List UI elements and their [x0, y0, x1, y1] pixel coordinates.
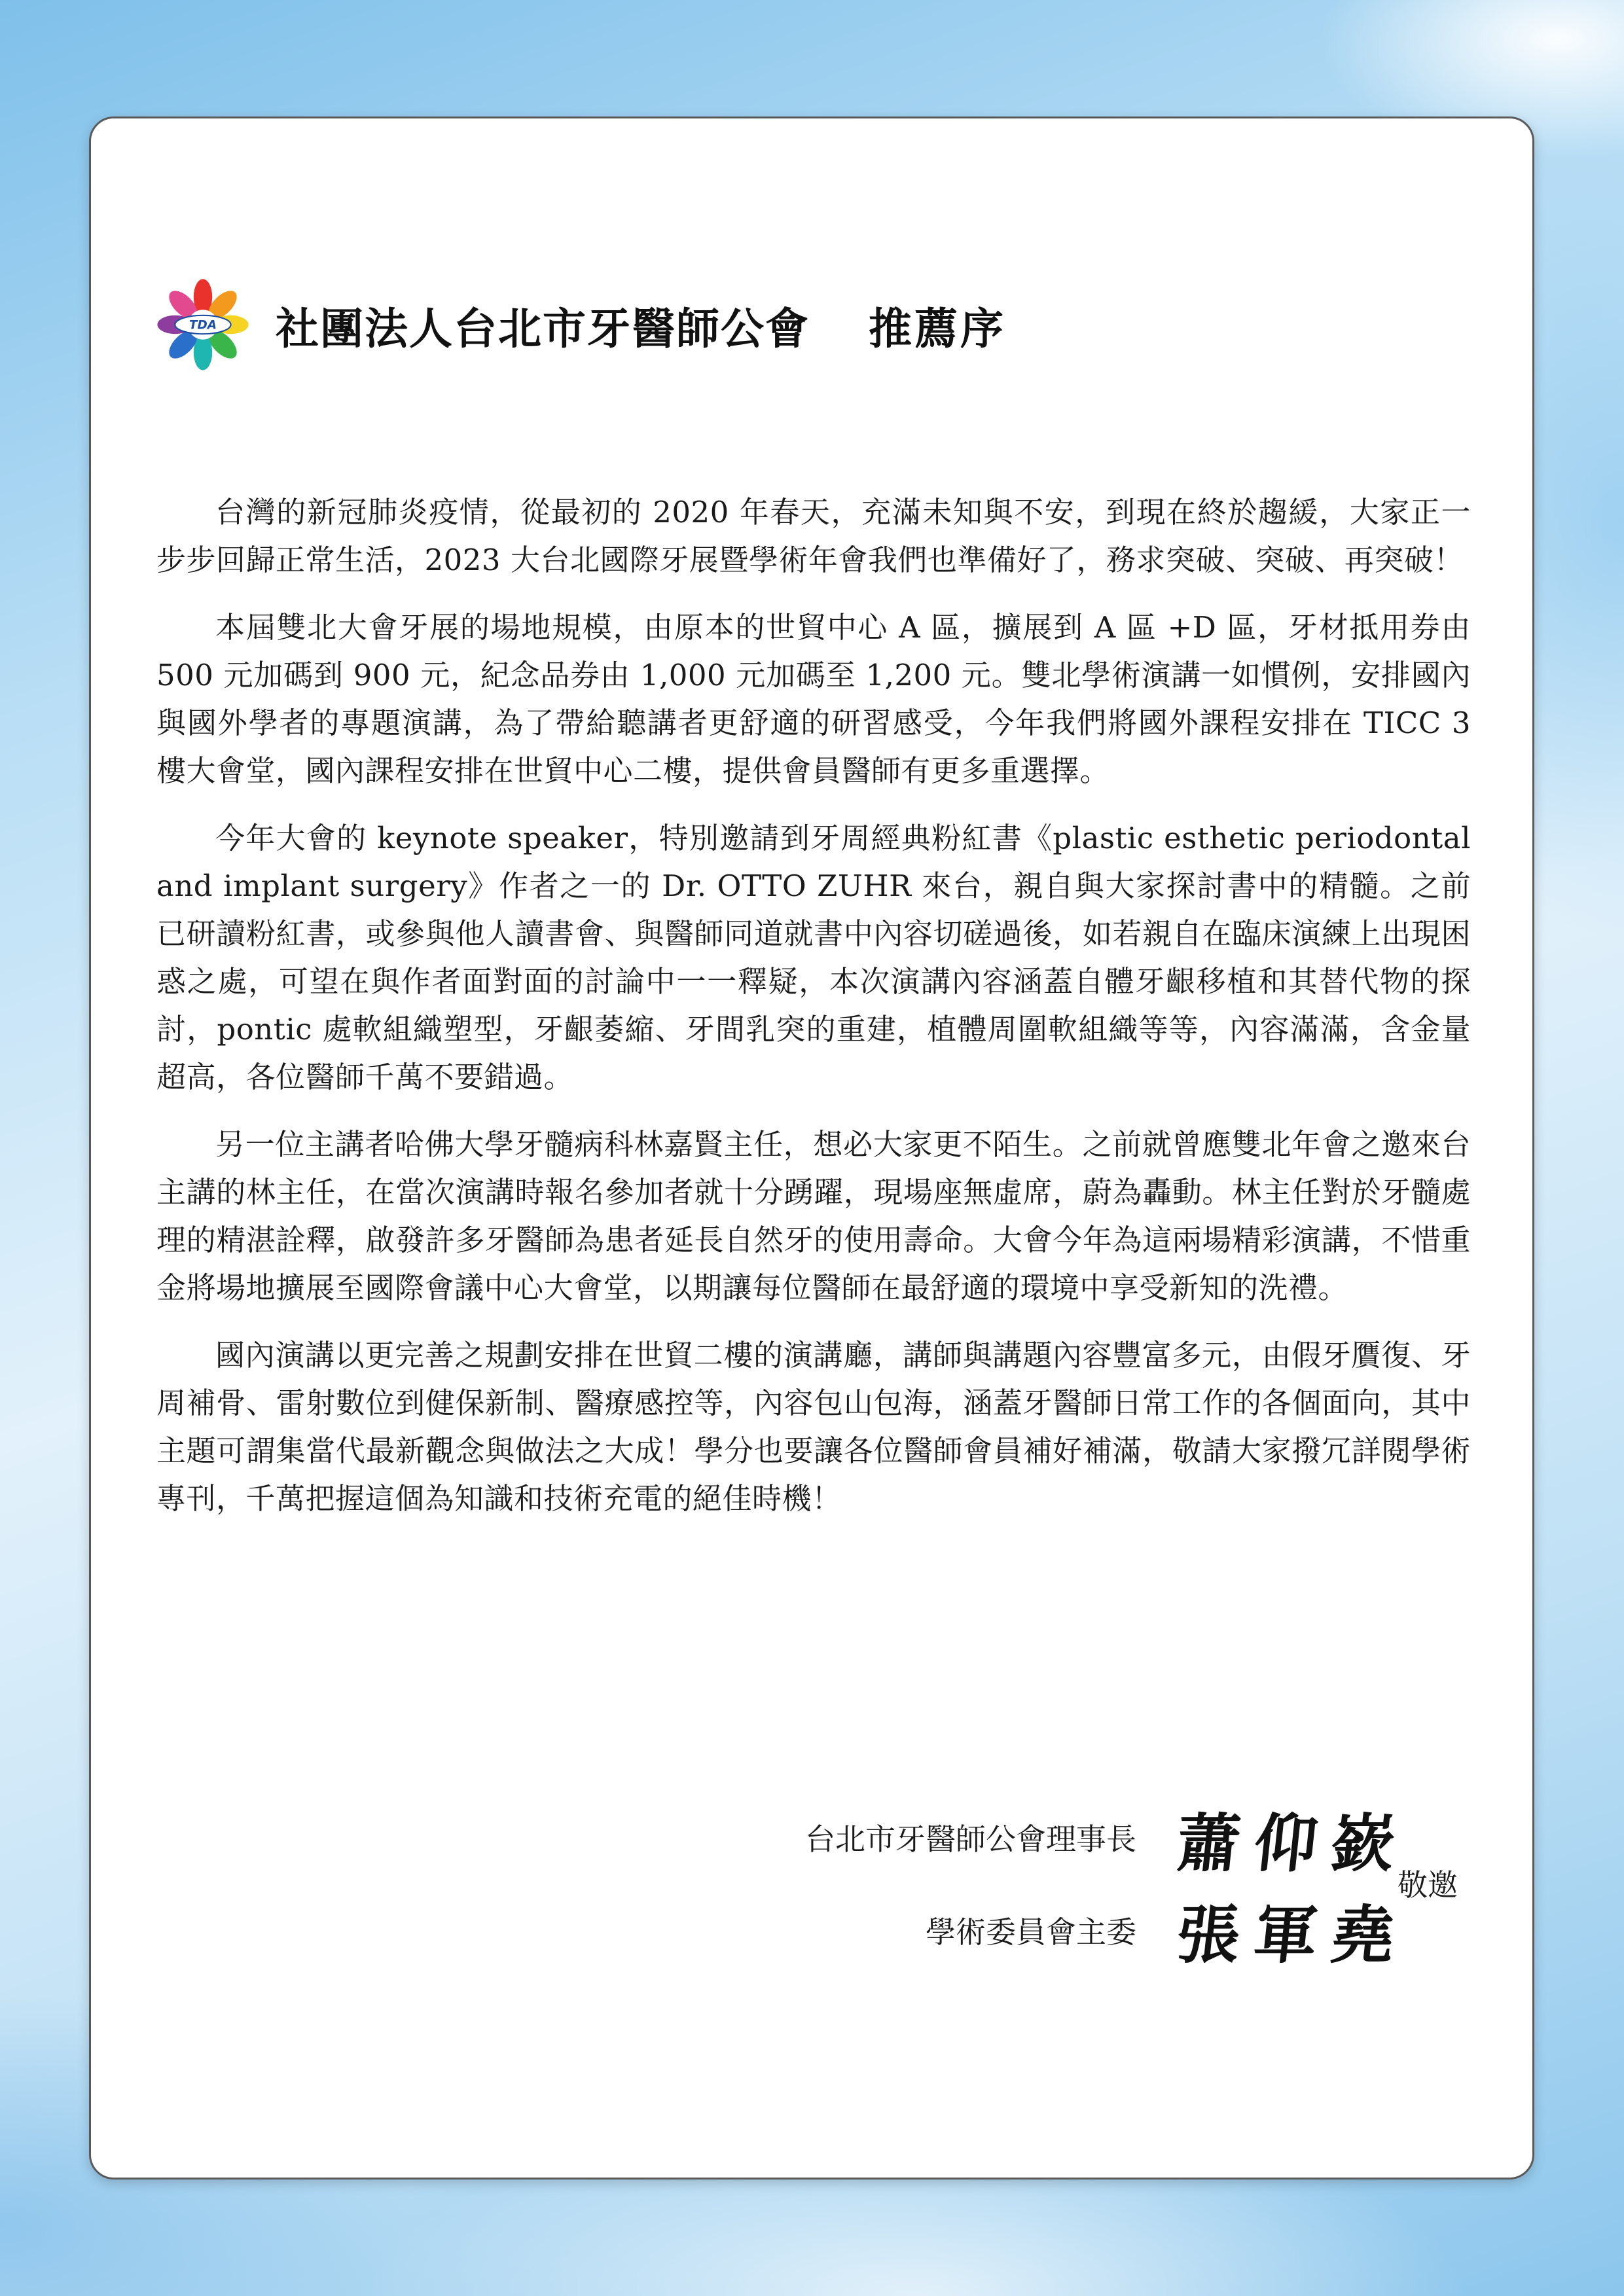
- signature-block: [91, 1794, 1532, 1972]
- paragraph-5: 國內演講以更完善之規劃安排在世貿二樓的演講廳，講師與講題內容豐富多元，由假牙贋復、牙周補骨、雷射數位到健保新制、醫療感控等，內容包山包海，涵蓋牙醫師日常工作的各個面向，其中主題可謂集當代最新觀念與做法之大成！學分也要讓各位醫師會員補好補滿，敬請大家撥冗詳閱學術專刊，千萬把握這個為知識和技術充電的絕佳時機！: [156, 1338, 1471, 1516]
- paragraph-4: 另一位主講者哈佛大學牙髓病科林嘉賢主任，想必大家更不陌生。之前就曾應雙北年會之邀來台主講的林主任，在當次演講時報名參加者就十分踴躍，現場座無虛席，蔚為轟動。林主任對於牙髓處理的精湛詮釋，啟發許多牙醫師為患者延長自然牙的使用壽命。大會今年為這兩場精彩演講，不惜重金將場地擴展至國際會議中心大會堂，以期讓每位醫師在最舒適的環境中享受新知的洗禮。: [156, 1127, 1471, 1305]
- signer-2-title: 學術委員會主委: [926, 1914, 1136, 1950]
- signer-1-signature: 蕭仰嶔: [1173, 1806, 1413, 1880]
- document-title: 推薦序: [869, 303, 1006, 354]
- signer-1-title: 台北市牙醫師公會理事長: [805, 1821, 1136, 1857]
- closing-respectfully-invite: 敬邀: [1398, 1867, 1458, 1903]
- signer-2-signature: 張軍堯: [1173, 1898, 1413, 1972]
- logo-lettering: TDA: [189, 318, 217, 332]
- paragraph-3: 今年大會的 keynote speaker，特別邀請到牙周經典粉紅書《plastic esthetic periodontal and implant surgery》作者之一的 Dr. OTTO ZUHR 來台，親自與大家探討書中的精髓。之前已研讀粉紅書，或參與他人讀書會、與醫師同道就書中內容切磋過後，如若親自在臨床演練上出現困惑之處，可望在與作者面對面的討論中一一釋疑，本次演講內容涵蓋自體牙齦移植和其替代物的探討，pontic 處軟組織塑型，牙齦萎縮、牙間乳突的重建，植體周圍軟組織等等，內容滿滿，含金量超高，各位醫師千萬不要錯過。: [156, 821, 1471, 1094]
- paragraph-1: 台灣的新冠肺炎疫情，從最初的 2020 年春天，充滿未知與不安，到現在終於趨緩，大家正一步步回歸正常生活，2023 大台北國際牙展暨學術年會我們也準備好了，務求突破、突破、再突破！: [156, 495, 1471, 577]
- paragraph-2: 本屆雙北大會牙展的場地規模，由原本的世貿中心 A 區，擴展到 A 區 +D 區，牙材抵用券由 500 元加碼到 900 元，紀念品券由 1,000 元加碼至 1,200 元。雙北學術演講一如慣例，安排國內與國外學者的專題演講，為了帶給聽講者更舒適的研習感受，今年我們將國外課程安排在 TICC 3 樓大會堂，國內課程安排在世貿中心二樓，提供會員醫師有更多重選擇。: [156, 610, 1471, 788]
- organization-name: 社團法人台北市牙醫師公會: [276, 303, 810, 354]
- body-text: [156, 488, 1471, 1542]
- tda-logo-icon: [156, 278, 249, 371]
- page-header: [156, 276, 1006, 374]
- content-card: [89, 117, 1534, 2179]
